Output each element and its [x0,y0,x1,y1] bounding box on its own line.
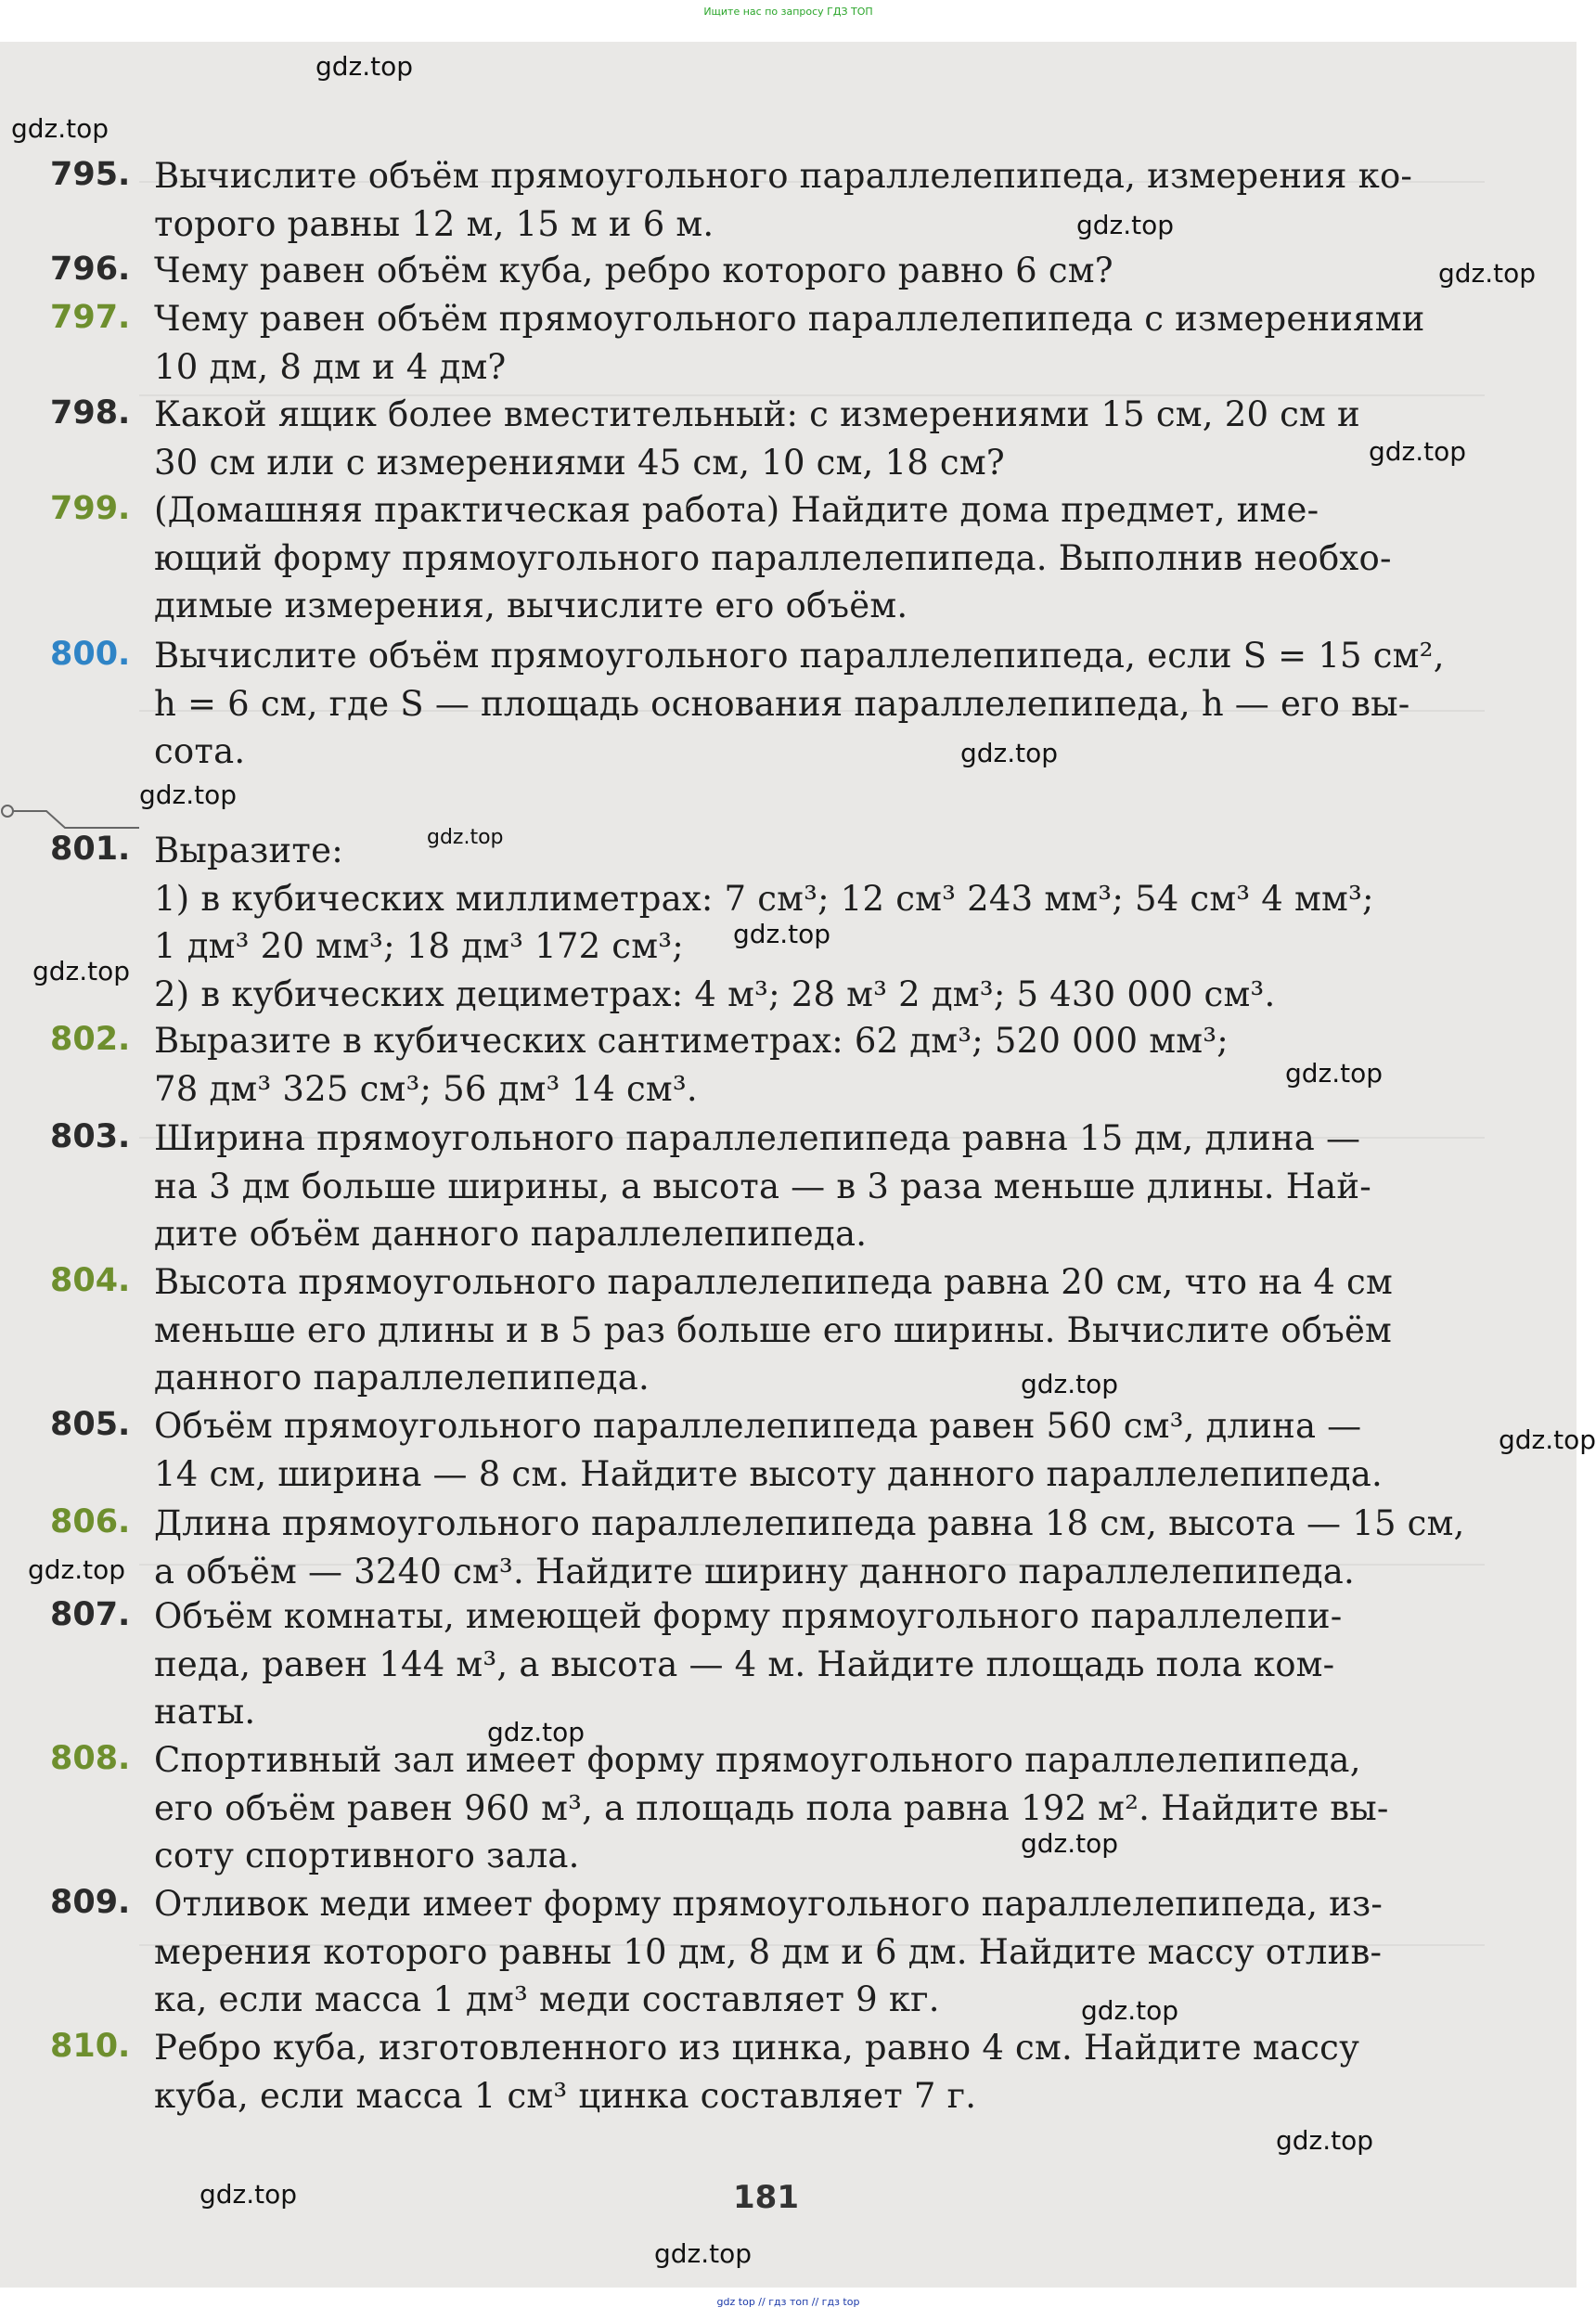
problem-text-line: Чему равен объём куба, ребро которого равно 6 см? [154,251,1113,290]
header-note: Ищите нас по запросу ГДЗ ТОП [703,6,873,18]
problem-810 [50,2028,1498,2123]
problem-795 [50,156,1498,251]
problem-text-line: торого равны 12 м, 15 м и 6 м. [154,203,714,244]
problem-number: 799. [50,490,131,527]
watermark-text: gdz.top [733,919,831,949]
problem-text-line: Высота прямоугольного параллелепипеда равна 20 см, что на 4 см [154,1262,1393,1302]
problem-number: 804. [50,1262,131,1299]
problem-text-line: 14 см, ширина — 8 см. Найдите высоту данного параллелепипеда. [154,1453,1383,1494]
section-divider [0,798,139,835]
problem-number: 807. [50,1596,131,1633]
problem-number: 803. [50,1118,131,1155]
problem-text-line: Вычислите объём прямоугольного параллелепипеда, если S = 15 см², [154,636,1445,676]
watermark-text: gdz.top [28,1554,126,1585]
watermark-text: gdz.top [315,51,414,82]
problem-text-line: Выразите в кубических сантиметрах: 62 дм³; 520 000 мм³; [154,1021,1229,1061]
page-number: 181 [733,2179,799,2216]
watermark-text: gdz.top [1081,1995,1179,2026]
problem-text-line: Отливок меди имеет форму прямоугольного параллелепипеда, из- [154,1884,1384,1924]
problem-808 [50,1740,1498,1884]
problem-809 [50,1884,1498,2028]
problem-797 [50,299,1498,394]
problem-text-line: Выразите: [154,831,343,870]
watermark-text: gdz.top [487,1717,586,1747]
watermark-text: gdz.top [1276,2125,1374,2156]
problem-text-line: ющий форму прямоугольного параллелепипеда. Выполнив необхо- [154,537,1392,578]
problem-text-line: Вычислите объём прямоугольного параллелепипеда, измерения ко- [154,156,1413,196]
problem-number: 798. [50,394,131,432]
problem-number: 800. [50,636,131,673]
problem-text-line: на 3 дм больше ширины, а высота — в 3 раза меньше длины. Най- [154,1166,1371,1206]
problem-text-line: 30 см или с измерениями 45 см, 10 см, 18 см? [154,442,1005,483]
watermark-text: gdz.top [32,956,131,986]
problem-text-line: Длина прямоугольного параллелепипеда равна 18 см, высота — 15 см, [154,1503,1465,1543]
problem-text-line: ка, если масса 1 дм³ меди составляет 9 кг. [154,1979,940,2019]
problem-number: 809. [50,1884,131,1921]
problem-text-line: мерения которого равны 10 дм, 8 дм и 6 дм. Найдите массу отлив- [154,1931,1383,1972]
problem-text-line: Какой ящик более вместительный: с измерениями 15 см, 20 см и [154,394,1360,434]
footer-note: gdz top // гдз топ // гдз top [716,2296,860,2308]
watermark-text: gdz.top [427,826,504,849]
problem-807 [50,1596,1498,1740]
problem-799 [50,490,1498,634]
problem-text-line: Ребро куба, изготовленного из цинка, равно 4 см. Найдите массу [154,2028,1360,2068]
problem-text-line: куба, если масса 1 см³ цинка составляет 7 г. [154,2075,977,2116]
problem-text-line: 78 дм³ 325 см³; 56 дм³ 14 см³. [154,1068,698,1109]
watermark-text: gdz.top [200,2179,298,2210]
problem-text-line: сота. [154,731,246,771]
problem-text-line: h = 6 см, где S — площадь основания параллелепипеда, h — его вы- [154,683,1410,724]
problem-803 [50,1118,1498,1262]
watermark-text: gdz.top [654,2238,753,2269]
problem-number: 796. [50,251,131,288]
problem-text-line: Ширина прямоугольного параллелепипеда равна 15 дм, длина — [154,1118,1361,1158]
problem-text-line: Объём прямоугольного параллелепипеда равен 560 см³, длина — [154,1406,1362,1446]
problem-806 [50,1503,1498,1599]
problem-number: 808. [50,1740,131,1777]
problem-798 [50,394,1498,490]
watermark-text: gdz.top [1076,210,1175,240]
problem-805 [50,1406,1498,1502]
watermark-text: gdz.top [1499,1424,1596,1455]
problem-text-line: 1) в кубических миллиметрах: 7 см³; 12 см³ 243 мм³; 54 см³ 4 мм³; [154,878,1374,919]
problem-text-line: 1 дм³ 20 мм³; 18 дм³ 172 см³; [154,926,684,966]
problem-text-line: его объём равен 960 м³, а площадь пола равна 192 м². Найдите вы- [154,1787,1389,1828]
problem-text-line: Объём комнаты, имеющей форму прямоугольного параллелепи- [154,1596,1343,1636]
problem-text-line: наты. [154,1692,256,1732]
problem-802 [50,1021,1498,1116]
problem-800 [50,636,1498,780]
problem-text-line: соту спортивного зала. [154,1836,580,1875]
watermark-text: gdz.top [139,780,238,810]
problem-text-line: (Домашняя практическая работа) Найдите дома предмет, име- [154,490,1319,530]
watermark-text: gdz.top [1021,1369,1119,1399]
problem-number: 805. [50,1406,131,1443]
problem-796 [50,251,1498,299]
problem-text-line: Спортивный зал имеет форму прямоугольного параллелепипеда, [154,1740,1361,1780]
problem-text-line: данного параллелепипеда. [154,1358,650,1398]
problem-text-line: а объём — 3240 см³. Найдите ширину данного параллелепипеда. [154,1551,1355,1592]
watermark-text: gdz.top [1369,436,1467,467]
problem-number: 802. [50,1021,131,1058]
problem-number: 810. [50,2028,131,2065]
problem-text-line: 2) в кубических дециметрах: 4 м³; 28 м³ 2 дм³; 5 430 000 см³. [154,973,1276,1014]
watermark-text: gdz.top [11,113,109,144]
problem-number: 797. [50,299,131,336]
watermark-text: gdz.top [1021,1828,1119,1859]
problem-text-line: Чему равен объём прямоугольного параллелепипеда с измерениями [154,299,1425,339]
problem-text-line: дите объём данного параллелепипеда. [154,1214,868,1254]
watermark-text: gdz.top [1285,1058,1384,1089]
problem-text-line: димые измерения, вычислите его объём. [154,586,908,625]
problem-number: 806. [50,1503,131,1540]
problem-text-line: меньше его длины и в 5 раз больше его ширины. Вычислите объём [154,1309,1393,1350]
problem-text-line: педа, равен 144 м³, а высота — 4 м. Найдите площадь пола ком- [154,1643,1335,1684]
problem-number: 795. [50,156,131,193]
problem-number: 801. [50,831,131,868]
watermark-text: gdz.top [960,738,1059,768]
problem-text-line: 10 дм, 8 дм и 4 дм? [154,346,507,387]
watermark-text: gdz.top [1438,258,1537,289]
problem-804 [50,1262,1498,1406]
